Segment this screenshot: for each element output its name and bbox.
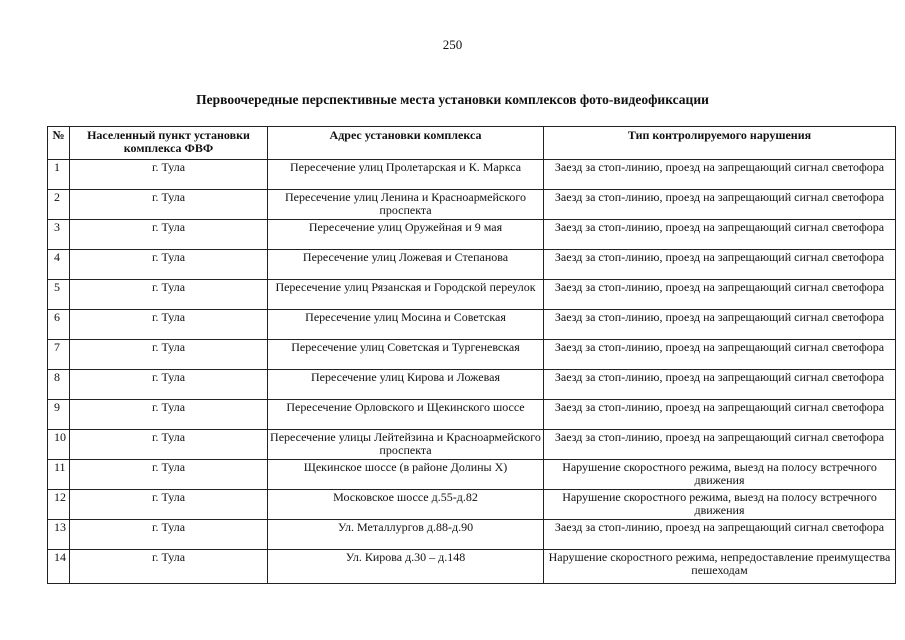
row-num: 9 xyxy=(48,400,70,430)
row-locality: г. Тула xyxy=(70,400,268,430)
row-num: 12 xyxy=(48,490,70,520)
table-row xyxy=(48,310,896,340)
document-title: Первоочередные перспективные места установки комплексов фото-видеофиксации xyxy=(196,92,709,107)
row-num: 8 xyxy=(48,370,70,400)
row-violation: Нарушение скоростного режима, непредоставление преимущества пешеходам xyxy=(544,550,896,584)
row-address: Пересечение улиц Пролетарская и К. Маркса xyxy=(268,160,544,190)
row-num: 2 xyxy=(48,190,70,220)
table-row xyxy=(48,460,896,490)
row-violation: Заезд за стоп-линию, проезд на запрещающий сигнал светофора xyxy=(544,220,896,250)
row-locality: г. Тула xyxy=(70,370,268,400)
row-address: Пересечение улиц Кирова и Ложевая xyxy=(268,370,544,400)
row-violation: Нарушение скоростного режима, выезд на полосу встречного движения xyxy=(544,490,896,520)
row-violation: Заезд за стоп-линию, проезд на запрещающий сигнал светофора xyxy=(544,520,896,550)
table-row xyxy=(48,220,896,250)
row-violation: Заезд за стоп-линию, проезд на запрещающий сигнал светофора xyxy=(544,370,896,400)
table-row xyxy=(48,250,896,280)
table-row xyxy=(48,340,896,370)
row-locality: г. Тула xyxy=(70,220,268,250)
header-locality: Населенный пункт установки комплекса ФВФ xyxy=(70,127,268,160)
row-address: Пересечение Орловского и Щекинского шоссе xyxy=(268,400,544,430)
table-row xyxy=(48,520,896,550)
row-violation: Заезд за стоп-линию, проезд на запрещающий сигнал светофора xyxy=(544,310,896,340)
row-violation: Заезд за стоп-линию, проезд на запрещающий сигнал светофора xyxy=(544,400,896,430)
table-row xyxy=(48,280,896,310)
row-address: Московское шоссе д.55-д.82 xyxy=(268,490,544,520)
row-locality: г. Тула xyxy=(70,190,268,220)
row-violation: Нарушение скоростного режима, выезд на полосу встречного движения xyxy=(544,460,896,490)
row-address: Пересечение улиц Ложевая и Степанова xyxy=(268,250,544,280)
row-violation: Заезд за стоп-линию, проезд на запрещающий сигнал светофора xyxy=(544,340,896,370)
row-num: 13 xyxy=(48,520,70,550)
row-violation: Заезд за стоп-линию, проезд на запрещающий сигнал светофора xyxy=(544,250,896,280)
row-address: Пересечение улиц Ленина и Красноармейского проспекта xyxy=(268,190,544,220)
row-address: Пересечение улиц Рязанская и Городской переулок xyxy=(268,280,544,310)
row-address: Щекинское шоссе (в районе Долины Х) xyxy=(268,460,544,490)
table-row xyxy=(48,430,896,460)
row-violation: Заезд за стоп-линию, проезд на запрещающий сигнал светофора xyxy=(544,280,896,310)
cameras-table xyxy=(47,126,896,584)
row-num: 14 xyxy=(48,550,70,584)
row-num: 5 xyxy=(48,280,70,310)
row-violation: Заезд за стоп-линию, проезд на запрещающий сигнал светофора xyxy=(544,190,896,220)
table-row xyxy=(48,490,896,520)
page-number: 250 xyxy=(442,37,463,52)
row-address: Ул. Кирова д.30 – д.148 xyxy=(268,550,544,584)
row-num: 6 xyxy=(48,310,70,340)
row-locality: г. Тула xyxy=(70,460,268,490)
row-address: Пересечение улицы Лейтейзина и Красноармейского проспекта xyxy=(268,430,544,460)
row-locality: г. Тула xyxy=(70,490,268,520)
row-address: Пересечение улиц Мосина и Советская xyxy=(268,310,544,340)
row-violation: Заезд за стоп-линию, проезд на запрещающий сигнал светофора xyxy=(544,160,896,190)
row-locality: г. Тула xyxy=(70,520,268,550)
row-address: Ул. Металлургов д.88-д.90 xyxy=(268,520,544,550)
row-locality: г. Тула xyxy=(70,160,268,190)
row-violation: Заезд за стоп-линию, проезд на запрещающий сигнал светофора xyxy=(544,430,896,460)
table-header-row xyxy=(48,127,896,160)
row-address: Пересечение улиц Оружейная и 9 мая xyxy=(268,220,544,250)
row-locality: г. Тула xyxy=(70,310,268,340)
table-row xyxy=(48,160,896,190)
row-num: 4 xyxy=(48,250,70,280)
header-num: № xyxy=(48,127,70,160)
table-row xyxy=(48,550,896,584)
row-address: Пересечение улиц Советская и Тургеневская xyxy=(268,340,544,370)
row-num: 11 xyxy=(48,460,70,490)
row-num: 7 xyxy=(48,340,70,370)
row-num: 10 xyxy=(48,430,70,460)
header-address: Адрес установки комплекса xyxy=(268,127,544,160)
header-violation: Тип контролируемого нарушения xyxy=(544,127,896,160)
row-locality: г. Тула xyxy=(70,430,268,460)
table-row xyxy=(48,370,896,400)
row-num: 1 xyxy=(48,160,70,190)
row-num: 3 xyxy=(48,220,70,250)
row-locality: г. Тула xyxy=(70,250,268,280)
table-row xyxy=(48,400,896,430)
row-locality: г. Тула xyxy=(70,280,268,310)
row-locality: г. Тула xyxy=(70,550,268,584)
table-row xyxy=(48,190,896,220)
row-locality: г. Тула xyxy=(70,340,268,370)
